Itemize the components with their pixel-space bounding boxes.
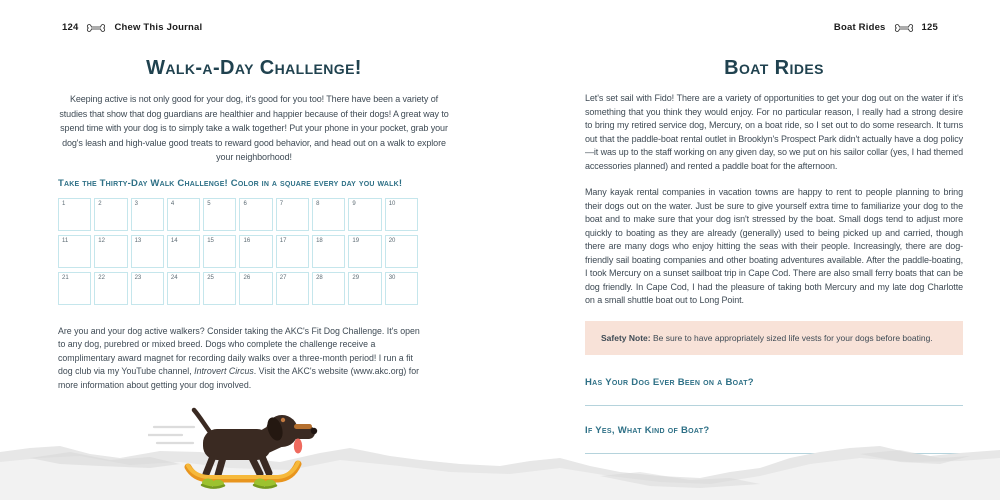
walk-day-number: 10 [388, 200, 396, 207]
walk-day-cell[interactable] [239, 235, 272, 268]
safety-note-label: Safety Note: [601, 332, 651, 343]
walk-day-cell[interactable] [203, 235, 236, 268]
left-page-title: Walk-a-Day Challenge! [146, 57, 362, 79]
left-page-header [62, 22, 202, 33]
walk-grid [58, 198, 418, 305]
walk-day-number: 18 [316, 237, 323, 244]
boat-paragraph: Many kayak rental companies in vacation towns are happy to rent to people planning to bring their dogs out on the water. Just be sure to give yourself extra time to familiarize your dog to the boat and to make sure that your dog isn't stressed by the boat. Small dogs tend to adjust more quickly to boating as they are already (generally) used to being picked up and carried, though there are many dogs who enjoy hitting the seas with their people. Increasingly, there are dog-friendly sail boating companies and other boating adventures available. After the paddle-boating, I took Mercury on a sunset sailboat trip in Cape Cod. There are also small ferry boats that can be dog friendly. In Cape Cod, I had the pleasure of taking both Mercury and my late dog Charlotte on a small shuttle boat out to Long Point. [585, 187, 963, 305]
walk-day-cell[interactable] [348, 198, 381, 231]
walk-day-number: 14 [170, 237, 178, 244]
walk-day-number: 7 [279, 200, 284, 207]
walk-day-cell[interactable] [276, 198, 309, 231]
walk-day-number: 21 [62, 274, 69, 281]
safety-note-text: Be sure to have appropriately sized life vests for your dogs before boating. [650, 332, 933, 343]
walk-day-number: 12 [98, 237, 105, 244]
walk-day-cell[interactable] [348, 235, 381, 268]
walk-day-cell[interactable] [385, 198, 418, 231]
walk-challenge-instruction: Take the Thirty-Day Walk Challenge! Color in a square every day you walk! [58, 177, 403, 189]
walk-day-number: 24 [170, 274, 178, 281]
walk-day-number: 15 [207, 237, 214, 244]
walk-day-cell[interactable] [312, 235, 345, 268]
walk-intro-paragraph: Keeping active is not only good for your dog, it's good for you too! There have been a variety of studies that show that dog guardians are healthier and happier because of their dogs! A great way to spend time with your dog is to simply take a walk together! Put your phone in your pocket, grab your dog's leash and high-value good treats to reward good behavior, and head out on a walk to explore your neighborhood! [59, 94, 449, 162]
walk-day-number: 1 [62, 200, 66, 207]
walk-day-number: 20 [388, 237, 396, 244]
walk-day-number: 2 [98, 200, 102, 207]
walk-day-cell[interactable] [131, 235, 164, 268]
walk-day-number: 8 [316, 200, 320, 207]
walk-day-number: 6 [243, 200, 247, 207]
right-page-title: Boat Rides [724, 57, 824, 79]
walk-day-number: 4 [170, 200, 175, 207]
walk-day-cell[interactable] [276, 235, 309, 268]
answer-line[interactable] [585, 404, 963, 406]
safety-note [585, 321, 963, 355]
dachshund-skateboard-illustration [148, 402, 338, 490]
prompt-question: If Yes, What Kind of Boat? [585, 424, 710, 436]
walk-day-number: 19 [352, 237, 360, 244]
walk-day-number: 23 [134, 274, 142, 281]
walk-day-cell[interactable] [167, 235, 200, 268]
page-number-left: 124 [62, 22, 79, 33]
walk-day-cell[interactable] [203, 198, 236, 231]
walk-day-number: 22 [98, 274, 105, 281]
speed-lines [148, 427, 194, 443]
walk-day-cell[interactable] [239, 198, 272, 231]
walk-day-cell[interactable] [239, 272, 272, 305]
bone-icon [86, 23, 106, 33]
walk-day-number: 3 [134, 200, 138, 207]
boat-paragraph: Let's set sail with Fido! There are a variety of opportunities to get your dog out on the water if it's something that you think they would enjoy. For no particular reason, I really had a strong desire to bring my retired service dog, Mercury, on a boat ride, so I set out to do some research. It turns out that the paddle-boat rental outlet in Brooklyn's Prospect Park didn't actually have a dog policy—it was up to the staff working on any given day, so we put on his sailor collar (yes, I had themed accessories planned) and rented a paddle boat for the afternoon. [585, 93, 963, 171]
walk-day-number: 26 [243, 274, 251, 281]
walk-day-number: 17 [279, 237, 287, 244]
walk-day-number: 30 [388, 274, 396, 281]
walk-day-cell[interactable] [167, 198, 200, 231]
outro-channel-name: Introvert Circus [194, 366, 254, 376]
walk-day-cell[interactable] [385, 235, 418, 268]
walk-day-cell[interactable] [203, 272, 236, 305]
walk-day-cell[interactable] [312, 272, 345, 305]
walk-day-cell[interactable] [385, 272, 418, 305]
walk-day-number: 16 [243, 237, 251, 244]
walk-day-number: 5 [207, 200, 211, 207]
walk-day-number: 9 [352, 200, 356, 207]
boat-paragraphs [585, 92, 963, 308]
left-page [58, 57, 450, 392]
walk-outro-paragraph [58, 325, 426, 393]
walk-day-cell[interactable] [312, 198, 345, 231]
bone-icon [894, 23, 914, 33]
walk-day-number: 28 [316, 274, 323, 281]
outro-text: Are you and your dog active walkers? Consider taking the AKC's Fit Dog Challenge. It's open to any dog, purebred or mixed breed. Dogs who complete the challenge receive a complimentary award magnet for recording daily walks over a three-month period! I run a fit dog club via my YouTube channel, [58, 325, 420, 376]
walk-day-cell[interactable] [131, 272, 164, 305]
walk-day-cell[interactable] [58, 272, 91, 305]
walk-day-number: 29 [352, 274, 360, 281]
right-page [585, 57, 963, 473]
walk-day-number: 11 [62, 237, 69, 244]
walk-day-cell[interactable] [94, 198, 127, 231]
right-page-header [834, 22, 938, 33]
page-number-right: 125 [921, 22, 938, 33]
walk-day-number: 13 [134, 237, 142, 244]
walk-day-cell[interactable] [131, 198, 164, 231]
walk-day-cell[interactable] [58, 235, 91, 268]
walk-day-cell[interactable] [58, 198, 91, 231]
prompt-question: Has Your Dog Ever Been on a Boat? [585, 376, 754, 388]
walk-day-number: 27 [279, 274, 287, 281]
walk-day-cell[interactable] [94, 235, 127, 268]
walk-day-cell[interactable] [167, 272, 200, 305]
chapter-title-header: Boat Rides [833, 22, 886, 33]
walk-day-cell[interactable] [94, 272, 127, 305]
walk-day-number: 25 [207, 274, 214, 281]
walk-day-cell[interactable] [348, 272, 381, 305]
book-title-header: Chew This Journal [114, 22, 203, 33]
walk-day-cell[interactable] [276, 272, 309, 305]
outro-text: . Visit the AKC's website (www.akc.org) for more information about getting your dog involved. [58, 366, 420, 390]
